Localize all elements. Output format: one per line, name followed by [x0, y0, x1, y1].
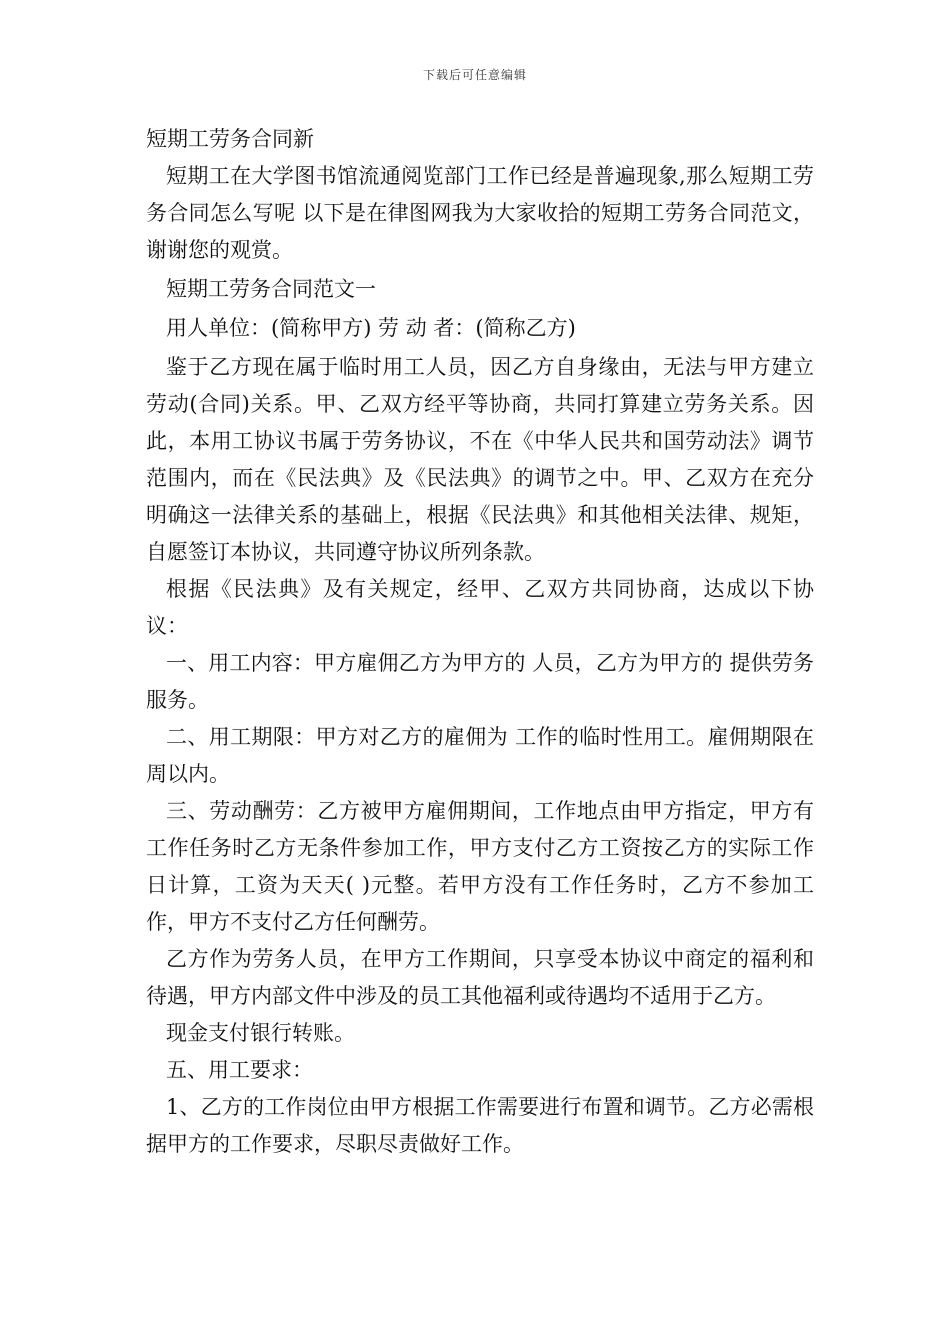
paragraph-payment-method: 现金支付银行转账。 [166, 1021, 355, 1045]
document-body [146, 121, 814, 1163]
paragraph-clause-requirements: 五、用工要求： [166, 1058, 313, 1082]
paragraph-clause-term: 二、用工期限：甲方对乙方的雇佣为 工作的临时性用工。雇佣期限在 周以内。 [146, 725, 814, 786]
document-title: 短期工劳务合同新 [146, 127, 314, 151]
paragraph-clause-pay: 三、劳动酬劳：乙方被甲方雇佣期间，工作地点由甲方指定，甲方有工作任务时乙方无条件参加工作，甲方支付乙方工资按乙方的实际工作日计算，工资为天天( )元整。若甲方没有工作任务时，乙方不参加工作，甲方不支付乙方任何酬劳。 [146, 799, 814, 934]
paragraph-requirement-1: 1、乙方的工作岗位由甲方根据工作需要进行布置和调节。乙方必需根据甲方的工作要求，尽职尽责做好工作。 [146, 1095, 814, 1156]
paragraph-intro: 短期工在大学图书馆流通阅览部门工作已经是普遍现象,那么短期工劳务合同怎么写呢 以下是在律图网我为大家收拾的短期工劳务合同范文，谢谢您的观赏。 [146, 164, 814, 262]
paragraph-sample-heading: 短期工劳务合同范文一 [166, 277, 376, 301]
paragraph-clause-content: 一、用工内容：甲方雇佣乙方为甲方的 人员，乙方为甲方的 提供劳务服务。 [146, 651, 814, 712]
paragraph-preamble: 鉴于乙方现在属于临时用工人员，因乙方自身缘由，无法与甲方建立劳动(合同)关系。甲、乙双方经平等协商，共同打算建立劳务关系。因此，本用工协议书属于劳务协议，不在《中华人民共和国劳动法》调节范围内，而在《民法典》及《民法典》的调节之中。甲、乙双方在充分明确这一法律关系的基础上，根据《民法典》和其他相关法律、规矩，自愿签订本协议，共同遵守协议所列条款。 [146, 355, 814, 564]
paragraph-agreement-basis: 根据《民法典》及有关规定，经甲、乙双方共同协商，达成以下协议： [146, 577, 814, 638]
paragraph-benefits: 乙方作为劳务人员，在甲方工作期间，只享受本协议中商定的福利和待遇，甲方内部文件中涉及的员工其他福利或待遇均不适用于乙方。 [146, 947, 814, 1008]
paragraph-parties: 用人单位：(简称甲方) 劳 动 者：(简称乙方) [166, 316, 576, 340]
page-header-note: 下载后可任意编辑 [422, 68, 527, 82]
